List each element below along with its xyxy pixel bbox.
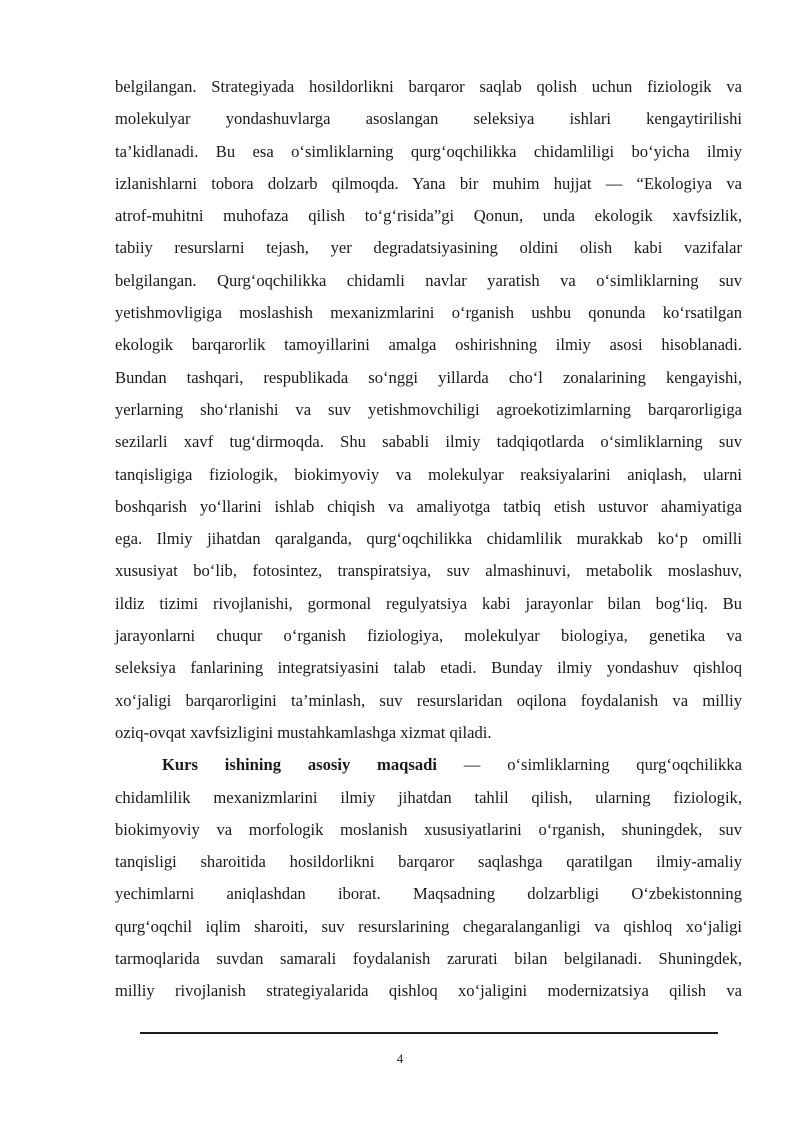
text-line: belgilangan. Strategiyada hosildorlikni barqaror saqlab qolish uchun fiziologik va bbox=[115, 77, 742, 96]
text-line: molekulyar yondashuvlarga asoslangan seleksiya ishlari kengaytirilishi bbox=[115, 109, 742, 129]
text-line: ega. Ilmiy jihatdan qaralganda, qurg‘oqchilikka chidamlilik murakkab ko‘p omilli bbox=[115, 529, 742, 549]
text-line: tanqisligi sharoitida hosildorlikni barqaror saqlashga qaratilgan ilmiy-amaliy bbox=[115, 852, 742, 872]
text-line: ta’kidlanadi. Bu esa o‘simliklarning qurg‘oqchilikka chidamliligi bo‘yicha ilmiy bbox=[115, 141, 742, 161]
text-line: tarmoqlarida suvdan samarali foydalanish zarurati bilan belgilanadi. Shuningdek, bbox=[115, 949, 742, 969]
text-line: tanqisligiga fiziologik, biokimyoviy va molekulyar reaksiyalarini aniqlash, ularni bbox=[115, 464, 742, 484]
text-line: izlanishlarni tobora dolzarb qilmoqda. Yana bir muhim hujjat — “Ekologiya va bbox=[115, 173, 742, 193]
text-line: chidamlilik mexanizmlarini ilmiy jihatdan tahlil qilish, ularning fiziologik, bbox=[115, 787, 742, 807]
text-line: ildiz tizimi rivojlanishi, gormonal regulyatsiya kabi jarayonlar bilan bog‘liq. Bu bbox=[115, 593, 742, 613]
text-line: qurg‘oqchil iqlim sharoiti, suv resurslarining chegaralanganligi va qishloq xo‘jaligi bbox=[115, 916, 742, 936]
text-line: atrof-muhitni muhofaza qilish to‘g‘risida”gi Qonun, unda ekologik xavfsizlik, bbox=[115, 206, 742, 226]
text-line: xo‘jaligi barqarorligini ta’minlash, suv resurslaridan oqilona foydalanish va milliy bbox=[115, 690, 742, 710]
text-line: boshqarish yo‘llarini ishlab chiqish va amaliyotga tatbiq etish ustuvor ahamiyatiga bbox=[115, 496, 742, 516]
text-line: jarayonlarni chuqur o‘rganish fiziologiya, molekulyar biologiya, genetika va bbox=[115, 626, 742, 646]
text-line: oziq-ovqat xavfsizligini mustahkamlashga xizmat qiladi. bbox=[115, 722, 492, 742]
text-line: biokimyoviy va morfologik moslanish xususiyatlarini o‘rganish, shuningdek, suv bbox=[115, 819, 742, 839]
page-number: 4 bbox=[396, 1051, 404, 1066]
body-text bbox=[115, 71, 742, 1008]
paragraph-lead-rest: — o‘simliklarning qurg‘oqchilikka bbox=[437, 755, 742, 775]
text-line: belgilangan. Qurg‘oqchilikka chidamli navlar yaratish va o‘simliklarning suv bbox=[115, 270, 742, 290]
text-line: yerlarning sho‘rlanishi va suv yetishmovchiligi agroekotizimlarning barqarorligiga bbox=[115, 399, 742, 419]
footer-rule bbox=[140, 1032, 718, 1034]
text-line: ekologik barqarorlik tamoyillarini amalga oshirishning ilmiy asosi hisoblanadi. bbox=[115, 335, 742, 355]
text-line: yechimlarni aniqlashdan iborat. Maqsadning dolzarbligi O‘zbekistonning bbox=[115, 884, 742, 904]
paragraph-lead-line bbox=[115, 749, 742, 781]
text-line: Bundan tashqari, respublikada so‘nggi yillarda cho‘l zonalarining kengayishi, bbox=[115, 367, 742, 387]
paragraph-lead-bold: Kurs ishining asosiy maqsadi bbox=[162, 755, 437, 775]
text-line: xususiyat bo‘lib, fotosintez, transpiratsiya, suv almashinuvi, metabolik moslashuv, bbox=[115, 561, 742, 581]
text-line: milliy rivojlanish strategiyalarida qishloq xo‘jaligini modernizatsiya qilish va bbox=[115, 981, 742, 1001]
text-line: tabiiy resurslarni tejash, yer degradatsiyasining oldini olish kabi vazifalar bbox=[115, 238, 742, 258]
text-line: sezilarli xavf tug‘dirmoqda. Shu sababli ilmiy tadqiqotlarda o‘simliklarning suv bbox=[115, 432, 742, 452]
text-line: seleksiya fanlarining integratsiyasini talab etadi. Bunday ilmiy yondashuv qishloq bbox=[115, 658, 742, 678]
text-line: yetishmovligiga moslashish mexanizmlarini o‘rganish ushbu qonunda ko‘rsatilgan bbox=[115, 303, 742, 323]
